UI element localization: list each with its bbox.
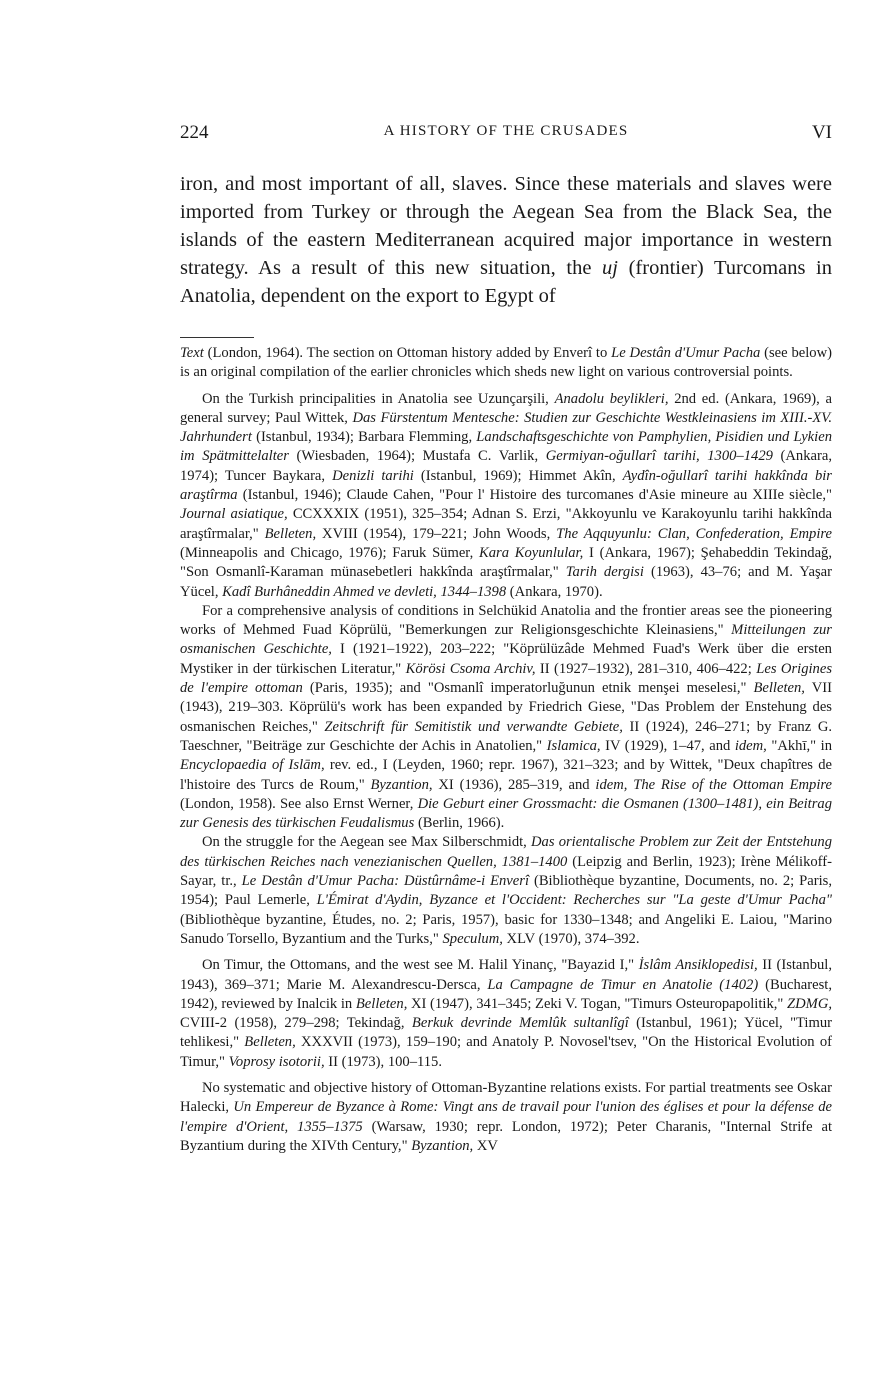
note-aegean-struggle: On the struggle for the Aegean see Max Silberschmidt, Das orientalische Problem zur Zeit der Entstehung des türkischen Reiches nach venezianischen Quellen, 1381–1400 (Leipzig and Berlin, 1923); Irène Mélikoff-Sayar, tr., Le Destân d'Umur Pacha: Düstûrnâme-i Enverî (Bibliothèque byzantine, Documents, no. 2; Paris, 1954); Paul Lemerle, L'Émirat d'Aydin, Byzance et l'Occident: Recherches sur "La geste d'Umur Pacha" (Bibliothèque byzantine, Études, no. 2; Paris, 1957), basic for 1330–1348; and Angeliki E. Laiou, "Marino Sanudo Torsello, Byzantium and the Turks," Speculum, XLV (1970), 374–392. (180, 834, 832, 947)
chapter-number: VI (811, 122, 832, 143)
note-ottoman-byzantine: No systematic and objective history of Ottoman-Byzantine relations exists. For partial treatments see Oskar Halecki, Un Empereur de Byzance à Rome: Vingt ans de travail pour l'union des églises et pour la défense de l'empire d'Orient, 1355–1375 (Warsaw, 1930; repr. London, 1972); Peter Charanis, "Internal Strife at Byzantium during the XIVth Century," Byzantion, XV (180, 1079, 832, 1154)
footnote-rule (180, 337, 254, 338)
bibliographic-notes (180, 344, 832, 1156)
page-number: 224 (180, 122, 209, 143)
note-selchukid-anatolia: For a comprehensive analysis of conditions in Selchükid Anatolia and the frontier areas see the pioneering works of Mehmed Fuad Köprülü, "Bemerkungen zur Religionsgeschichte Kleinasiens," Mitteilungen zur osmanischen Geschichte, I (1921–1922), 203–222; "Köprülüzâde Mehmed Fuad's Werk über die ersten Mystiker in der türkischen Literatur," Körösi Csoma Archiv, II (1927–1932), 281–310, 406–422; Les Origines de l'empire ottoman (Paris, 1935); and "Osmanlî imperatorluğunun etnik menşei meselesi," Belleten, VII (1943), 219–303. Köprülü's work has been expanded by Friedrich Giese, "Das Problem der Enstehung des osmanischen Reiches," Zeitschrift für Semitistik und verwandte Gebiete, II (1924), 246–271; by Franz G. Taeschner, "Beiträge zur Geschichte der Achis in Anatolien," Islamica, IV (1929), 1–47, and idem, "Akhī," in Encyclopaedia of Islām, rev. ed., I (Leyden, 1960; repr. 1967), 321–323; and by Wittek, "Deux chapîtres de l'histoire des Turcs de Roum," Byzantion, XI (1936), 285–319, and idem, The Rise of the Ottoman Empire (London, 1958). See also Ernst Werner, Die Geburt einer Grossmacht: die Osmanen (1300–1481), ein Beitrag zur Genesis des türkischen Feudalismus (Berlin, 1966). (180, 602, 833, 832)
note-continuation: Text (London, 1964). The section on Ottoman history added by Enverî to Le Destân d'Umur Pacha (see below) is an original compilation of the earlier chronicles which sheds new light on various controversial points. (180, 345, 832, 381)
running-header (180, 122, 832, 150)
running-title: A HISTORY OF THE CRUSADES (383, 123, 629, 139)
note-timur-ottomans: On Timur, the Ottomans, and the west see M. Halil Yinanç, "Bayazid I," İslâm Ansiklopedisi, II (Istanbul, 1943), 369–371; Marie M. Alexandrescu-Dersca, La Campagne de Timur en Anatolie (1402) (Bucharest, 1942), reviewed by Inalcik in Belleten, XI (1947), 341–345; Zeki V. Togan, "Timurs Osteuropapolitik," ZDMG, CVIII-2 (1958), 279–298; Tekindağ, Berkuk devrinde Memlûk sultanlîgî (Istanbul, 1961); Yücel, "Timur tehlikesi," Belleten, XXXVII (1973), 159–190; and Anatoly P. Novosel'tsev, "On the Historical Evolution of Timur," Voprosy isotorii, II (1973), 100–115. (180, 957, 833, 1070)
main-text-paragraph: iron, and most important of all, slaves. Since these materials and slaves were imported from Turkey or through the Aegean Sea from the Black Sea, the islands of the eastern Mediterranean acquired major importance in western strategy. As a result of this new situation, the uj (frontier) Turcomans in Anatolia, dependent on the export to Egypt of (180, 173, 833, 307)
note-turkish-principalities: On the Turkish principalities in Anatolia see Uzunçarşili, Anadolu beylikleri, 2nd ed. (Ankara, 1969), a general survey; Paul Wittek, Das Fürstentum Mentesche: Studien zur Geschichte Westkleinasiens im XIII.-XV. Jahrhundert (Istanbul, 1934); Barbara Flemming, Landschaftsgeschichte von Pamphylien, Pisidien und Lykien im Spätmittelalter (Wiesbaden, 1964); Mustafa C. Varlik, Germiyan-oğullarî tarihi, 1300–1429 (Ankara, 1974); Tuncer Baykara, Denizli tarihi (Istanbul, 1969); Himmet Akîn, Aydîn-oğullarî tarihi hakkînda bir araştîrma (Istanbul, 1946); Claude Cahen, "Pour l' Histoire des turcomanes d'Asie mineure au XIIIe siècle," Journal asiatique, CCXXXIX (1951), 325–354; Adnan S. Erzi, "Akkoyunlu ve Karakoyunlu tarihi hakkînda araştîrmalar," Belleten, XVIII (1954), 179–221; John Woods, The Aqquyunlu: Clan, Confederation, Empire (Minneapolis and Chicago, 1976); Faruk Sümer, Kara Koyunlular, I (Ankara, 1967); Şehabeddin Tekindağ, "Son Osmanlî-Karaman münasebetleri hakkînda araştîrmalar," Tarih dergisi (1963), 43–76; and M. Yaşar Yücel, Kadî Burhâneddin Ahmed ve devleti, 1344–1398 (Ankara, 1970). (180, 390, 833, 600)
